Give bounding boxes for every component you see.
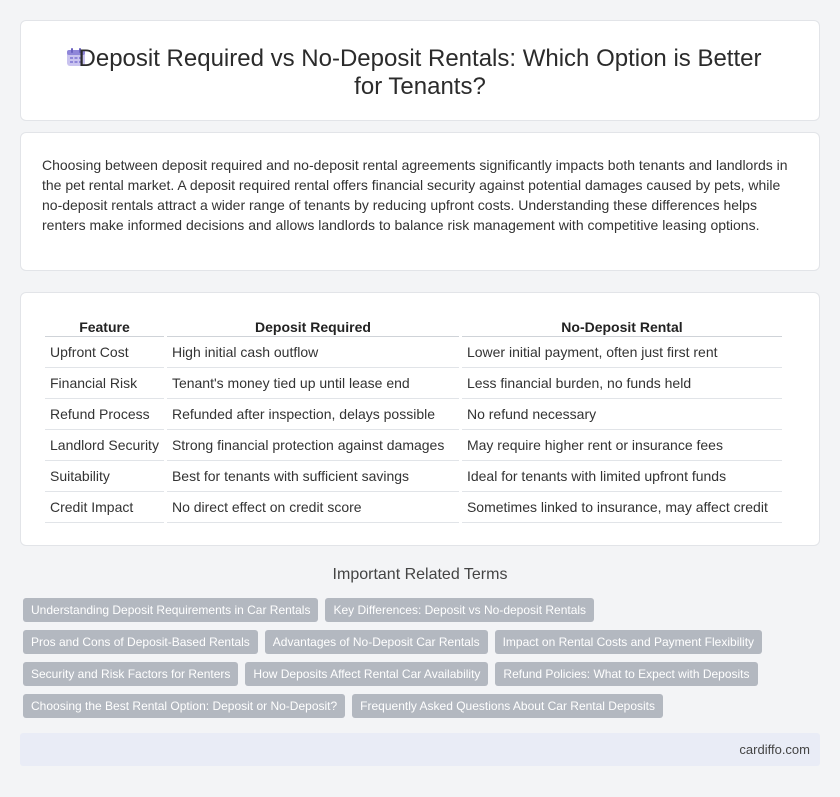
table-header-row [45,315,782,337]
table-cell: May require higher rent or insurance fees [462,430,782,461]
table-cell: No direct effect on credit score [167,492,459,523]
table-cell: Financial Risk [45,368,164,399]
related-term-tag[interactable]: Impact on Rental Costs and Payment Flexibility [495,630,762,654]
table-cell: High initial cash outflow [167,337,459,368]
table-cell: Refunded after inspection, delays possible [167,399,459,430]
table-row [45,461,782,492]
related-terms-title: Important Related Terms [332,566,508,583]
related-term-tag[interactable]: Choosing the Best Rental Option: Deposit or No-Deposit? [23,694,345,718]
table-cell: Tenant's money tied up until lease end [167,368,459,399]
page-title: Deposit Required vs No-Deposit Rentals: Which Option is Better for Tenants? [78,45,762,100]
intro-text: Choosing between deposit required and no-deposit rental agreements significantly impacts both tenants and landlords in the pet rental market. A deposit required rental offers financial security against potential damages caused by pets, while no-deposit rentals attract a wider range of tenants by reducing upfront costs. Understanding these differences helps renters make informed decisions and allows landlords to balance risk management with competitive leasing options. [42,157,788,233]
related-term-tag[interactable]: Advantages of No-Deposit Car Rentals [265,630,488,654]
column-header-deposit-required: Deposit Required [167,315,459,337]
table-cell: Credit Impact [45,492,164,523]
table-cell: Less financial burden, no funds held [462,368,782,399]
related-term-tag[interactable]: Security and Risk Factors for Renters [23,662,238,686]
table-cell: Landlord Security [45,430,164,461]
comparison-card [20,292,820,546]
related-terms-list [23,598,803,726]
footer-site-link[interactable]: cardiffo.com [739,742,810,757]
table-row [45,368,782,399]
related-term-tag[interactable]: Understanding Deposit Requirements in Car Rentals [23,598,318,622]
related-term-tag[interactable]: Key Differences: Deposit vs No-deposit Rentals [325,598,594,622]
column-header-feature: Feature [45,315,164,337]
intro-card [20,132,820,271]
related-term-tag[interactable]: Refund Policies: What to Expect with Deposits [495,662,757,686]
table-cell: No refund necessary [462,399,782,430]
table-cell: Best for tenants with sufficient savings [167,461,459,492]
table-row [45,430,782,461]
table-cell: Upfront Cost [45,337,164,368]
table-row [45,399,782,430]
comparison-table [42,315,785,523]
tag-row [23,598,803,622]
table-cell: Strong financial protection against damages [167,430,459,461]
table-cell: Ideal for tenants with limited upfront funds [462,461,782,492]
table-cell: Refund Process [45,399,164,430]
footer-bar [20,733,820,766]
table-row [45,337,782,368]
tag-row [23,662,803,686]
table-cell: Lower initial payment, often just first rent [462,337,782,368]
table-row [45,492,782,523]
column-header-no-deposit: No-Deposit Rental [462,315,782,337]
related-term-tag[interactable]: Frequently Asked Questions About Car Rental Deposits [352,694,663,718]
table-cell: Suitability [45,461,164,492]
related-term-tag[interactable]: Pros and Cons of Deposit-Based Rentals [23,630,258,654]
related-term-tag[interactable]: How Deposits Affect Rental Car Availability [245,662,488,686]
table-cell: Sometimes linked to insurance, may affect credit [462,492,782,523]
tag-row [23,630,803,654]
header-card [20,20,820,121]
tag-row [23,694,803,718]
